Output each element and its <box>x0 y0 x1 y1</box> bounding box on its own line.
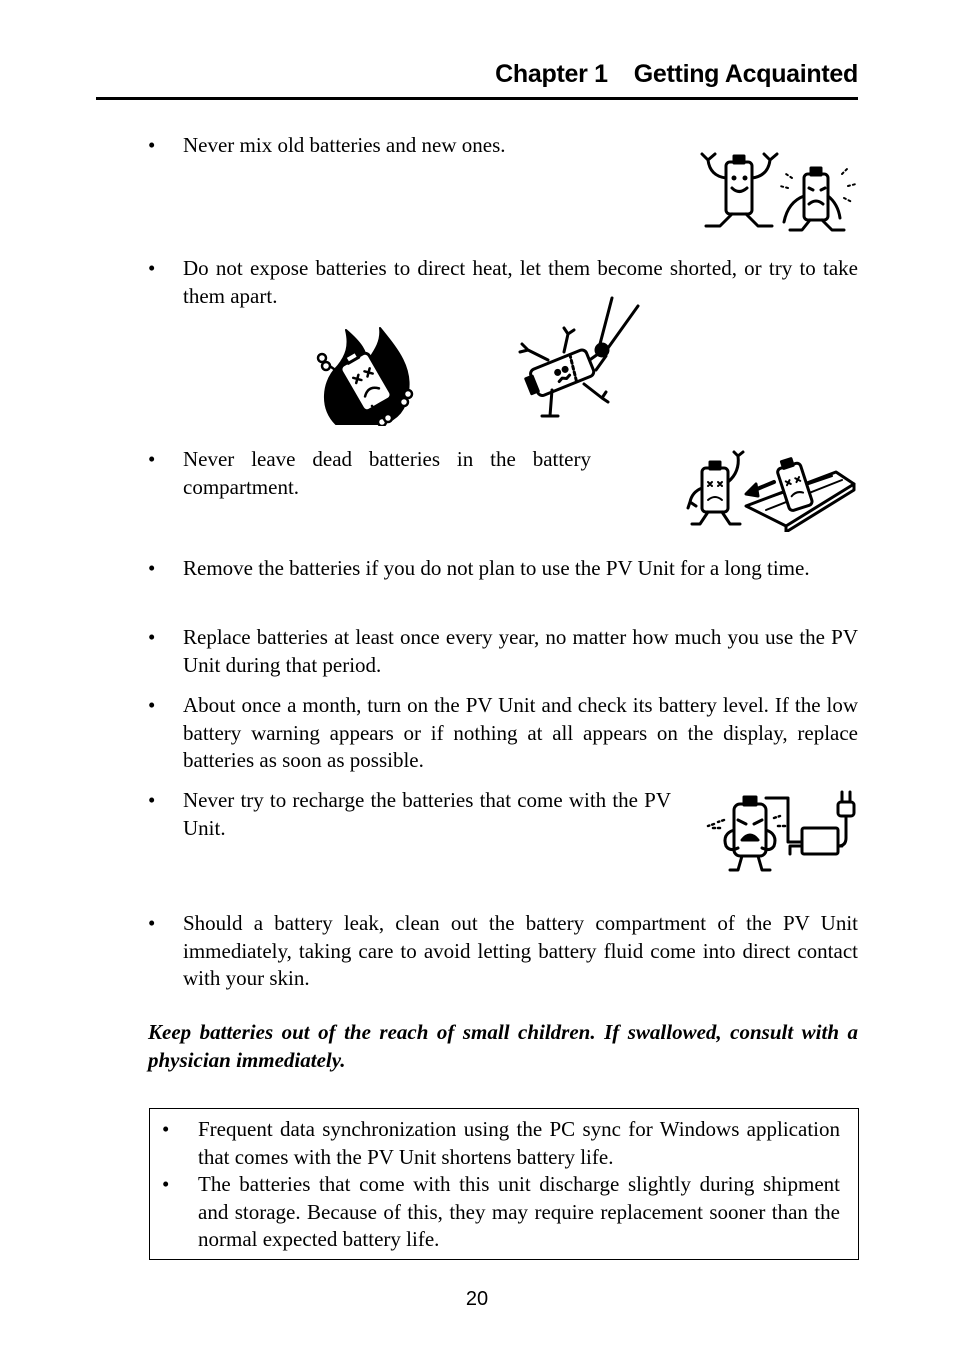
bullet-marker: • <box>148 133 156 157</box>
bullet-text: Do not expose batteries to direct heat, let them become shorted, or try to take them apart. <box>183 256 858 308</box>
battery-in-fire-icon <box>316 322 416 426</box>
chapter-header <box>495 60 858 89</box>
bullet-marker: • <box>148 256 156 280</box>
bullet-marker: • <box>162 1172 170 1196</box>
bullet-marker: • <box>148 556 156 580</box>
bullet-text: Never leave dead batteries in the battery compartment. <box>183 447 591 499</box>
bullet-text: Should a battery leak, clean out the battery compartment of the PV Unit immediately, taking care to avoid letting battery fluid come into direct contact with your skin. <box>183 911 858 990</box>
bullet-marker: • <box>162 1117 170 1141</box>
safety-warning: Keep batteries out of the reach of small children. If swallowed, consult with a physician immediately. <box>148 1020 858 1072</box>
bullet-marker: • <box>148 911 156 935</box>
page-number: 20 <box>465 1288 489 1310</box>
note-text: Frequent data synchronization using the PC sync for Windows application that comes with the PV Unit shortens battery life. <box>198 1117 840 1169</box>
dead-battery-in-compartment-icon <box>686 446 858 532</box>
bullet-marker: • <box>148 788 156 812</box>
note-text: The batteries that come with this unit discharge slightly during shipment and storage. Because of this, they may require replacement sooner than the normal expected battery life. <box>198 1172 840 1251</box>
battery-recharge-plug-icon <box>704 790 858 876</box>
bullet-marker: • <box>148 693 156 717</box>
header-rule <box>96 97 858 100</box>
bullet-text: About once a month, turn on the PV Unit and check its battery level. If the low battery warning appears or if nothing at all appears on the display, replace batteries as soon as possible. <box>183 693 858 772</box>
battery-cut-by-pliers-icon <box>508 294 644 426</box>
bullet-text: Never try to recharge the batteries that come with the PV Unit. <box>183 788 671 840</box>
chapter-label: Chapter 1 <box>495 60 608 88</box>
bullet-text: Remove the batteries if you do not plan to use the PV Unit for a long time. <box>183 556 810 580</box>
note-box <box>149 1108 859 1260</box>
strong-and-weak-battery-icon <box>692 142 858 234</box>
chapter-title: Getting Acquainted <box>633 60 858 88</box>
bullet-text: Replace batteries at least once every year, no matter how much you use the PV Unit during that period. <box>183 625 858 677</box>
bullet-text: Never mix old batteries and new ones. <box>183 133 506 157</box>
bullet-marker: • <box>148 625 156 649</box>
bullet-marker: • <box>148 447 156 471</box>
